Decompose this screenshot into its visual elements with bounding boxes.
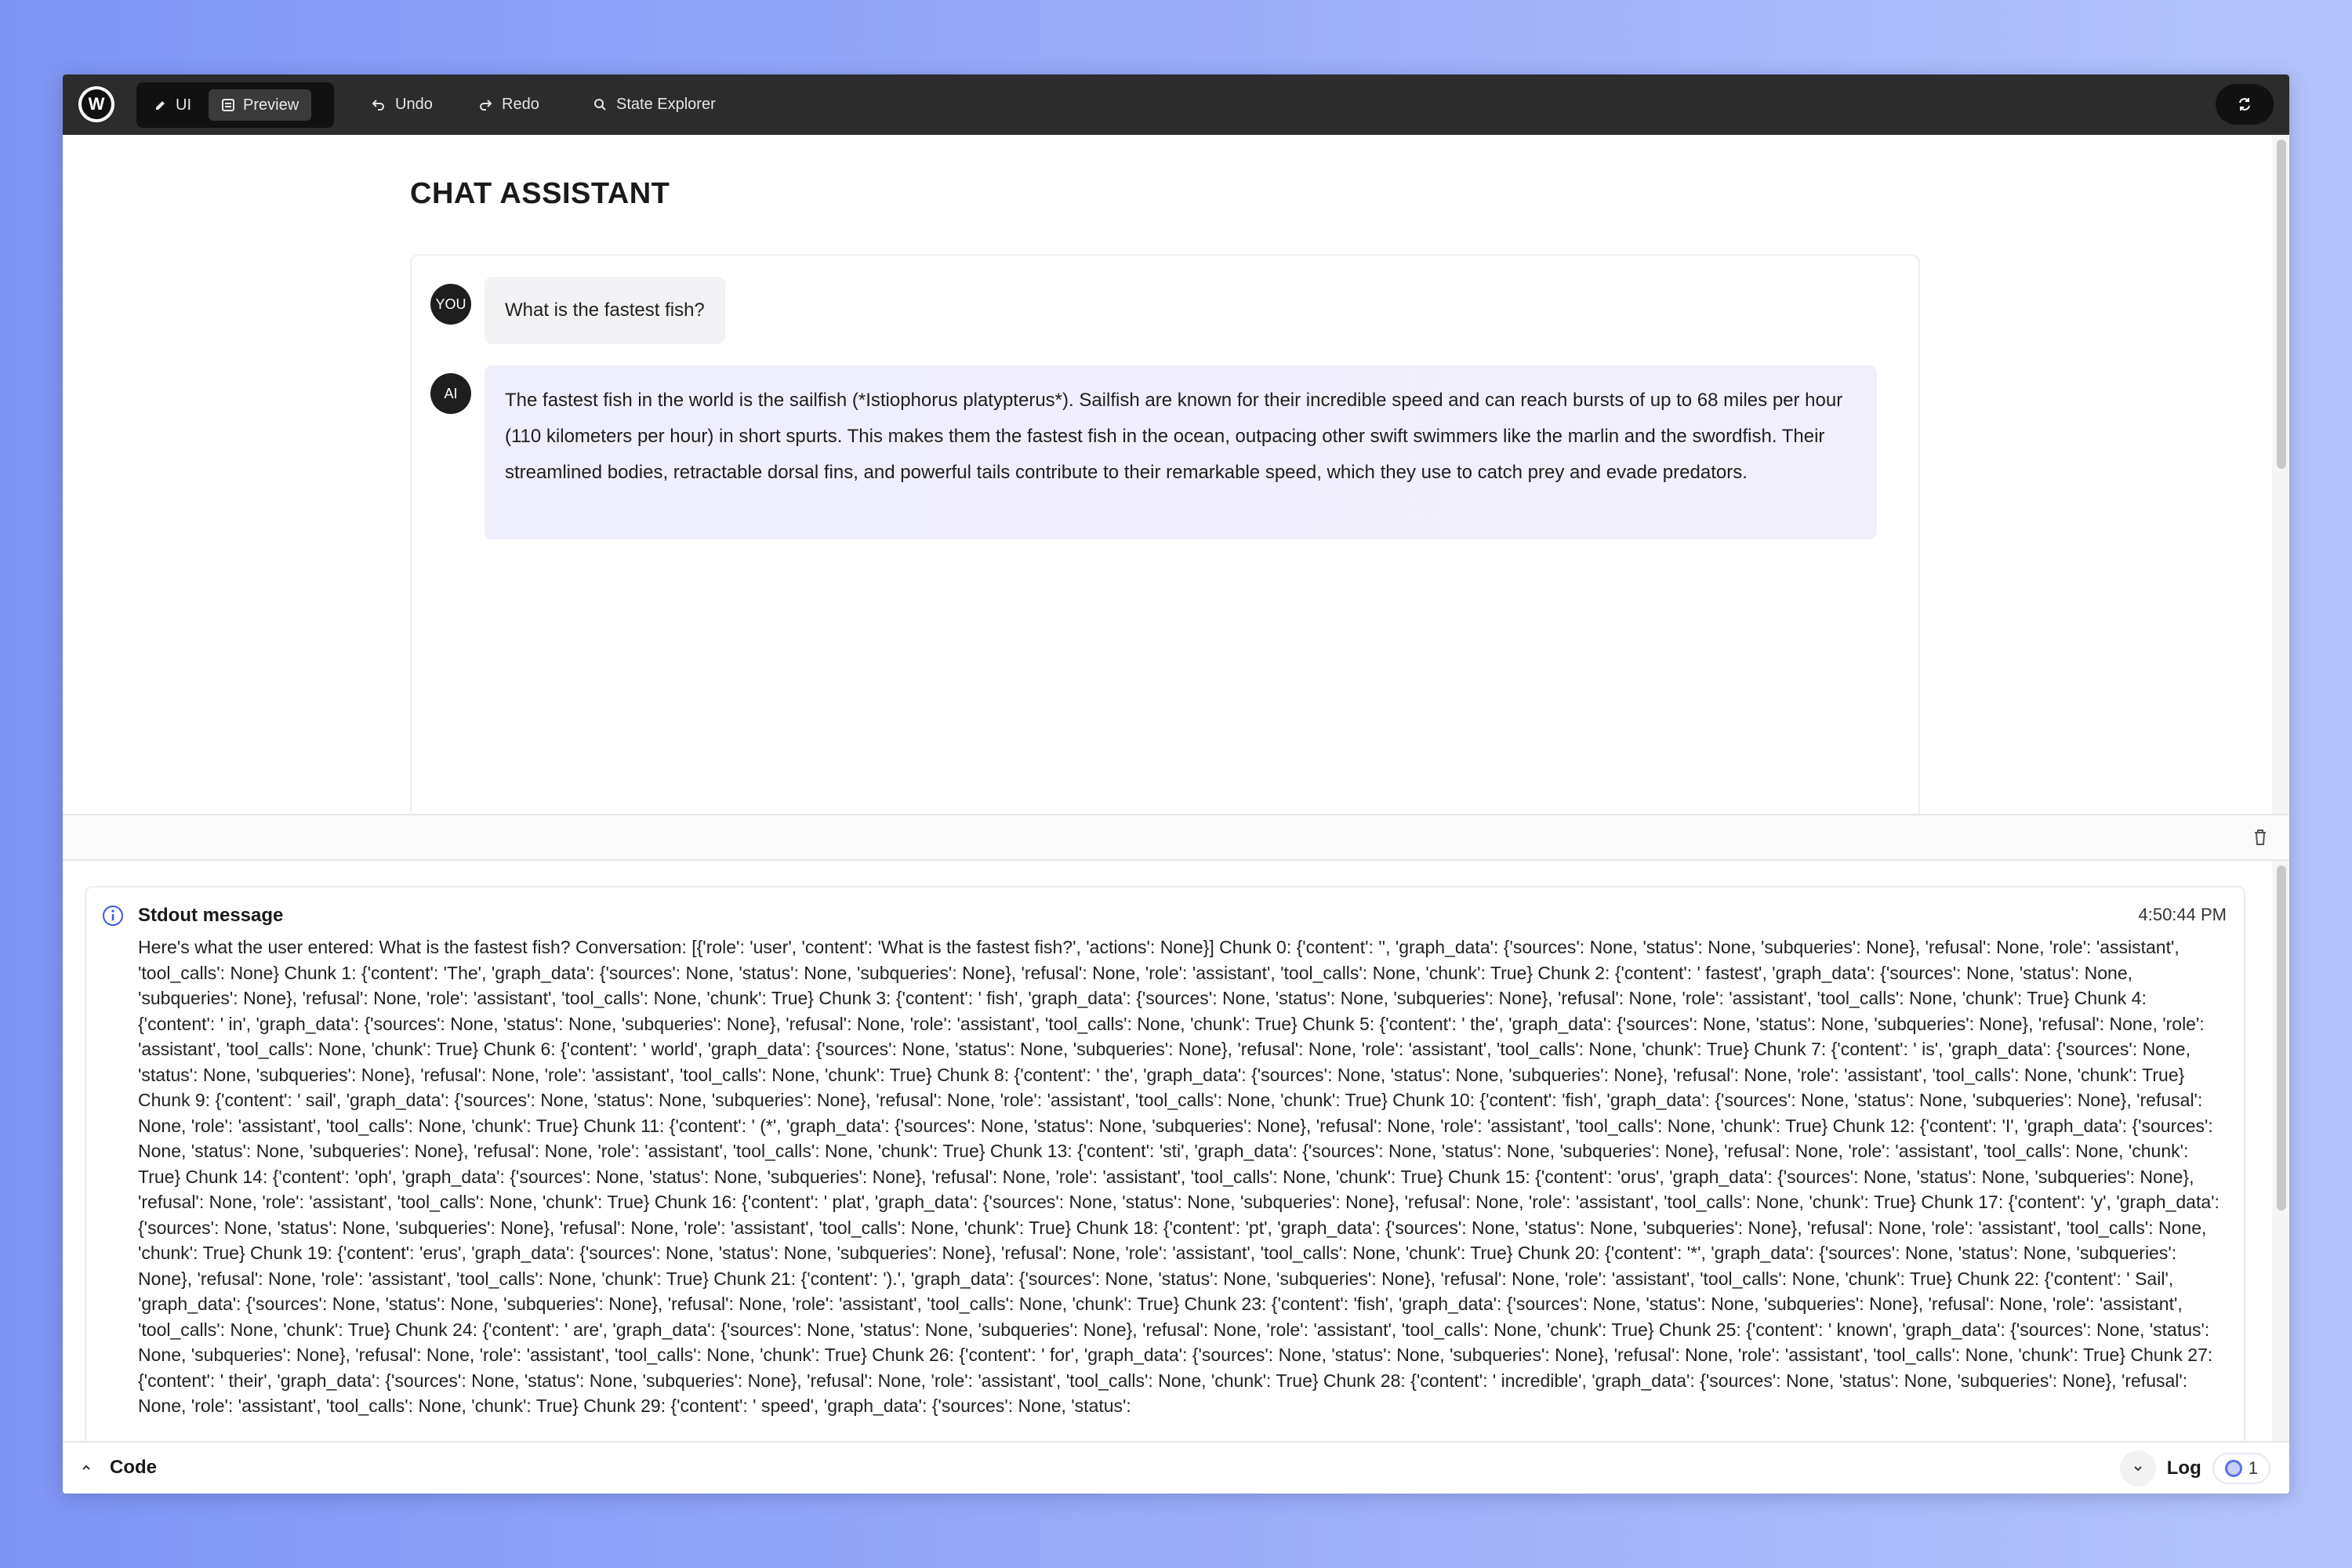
log-scroll-thumb[interactable]	[2277, 866, 2286, 1210]
preview-scroll-thumb[interactable]	[2277, 140, 2286, 469]
logo-letter: W	[82, 89, 111, 119]
preview-area	[63, 135, 2289, 814]
log-title: Stdout message	[138, 905, 284, 926]
log-entry	[85, 886, 2245, 1450]
chevron-down-icon	[2132, 1462, 2144, 1475]
redo-label: Redo	[502, 95, 539, 113]
mode-ui-button[interactable]	[141, 89, 204, 121]
preview-scrollbar[interactable]	[2272, 135, 2289, 814]
redo-button[interactable]	[478, 89, 539, 120]
mode-ui-label: UI	[176, 96, 191, 114]
undo-button[interactable]	[372, 89, 433, 120]
log-collapse-button[interactable]	[2120, 1450, 2156, 1486]
info-dot-icon	[2225, 1460, 2242, 1477]
user-avatar: YOU	[430, 284, 471, 325]
top-toolbar	[63, 74, 2289, 135]
trash-icon[interactable]	[2252, 828, 2269, 847]
refresh-icon	[2237, 96, 2252, 112]
log-area	[63, 861, 2289, 1441]
log-count-badge[interactable]	[2212, 1453, 2270, 1484]
redo-icon	[478, 97, 492, 111]
app-window	[63, 74, 2289, 1494]
ai-message: The fastest fish in the world is the sailfish (*Istiophorus platypterus*). Sailfish are known for their incredible speed and can reach bursts of up to 68 miles per hour (110 kilometers per hour) in short spurts. This makes them the fastest fish in the ocean, outpacing other swift swimmers like the marlin and the swordfish. Their streamlined bodies, retractable dorsal fins, and powerful tails contribute to their remarkable speed, which they use to catch prey and evade predators.	[485, 365, 1877, 539]
mode-switch	[136, 82, 334, 128]
code-toggle-button[interactable]	[80, 1452, 157, 1483]
log-label[interactable]: Log	[2166, 1457, 2201, 1479]
log-panel-header	[63, 814, 2289, 861]
app-logo[interactable]	[78, 86, 114, 122]
ai-avatar: AI	[430, 373, 471, 414]
user-message: What is the fastest fish?	[485, 277, 725, 344]
undo-label: Undo	[395, 95, 433, 113]
mode-preview-button[interactable]	[209, 89, 311, 121]
page-title: CHAT ASSISTANT	[410, 177, 670, 210]
mode-preview-label: Preview	[243, 96, 299, 114]
info-icon	[102, 905, 124, 927]
log-text: Here's what the user entered: What is the fastest fish? Conversation: [{'role': 'user', 'content': 'What is the fastest fish?', 'actions': None}] Chunk 0: {'content': '', 'graph_data': {'sources': None, 'status': None, 'subqueries': None}, 'refusal': None, 'role': 'assistant', 'tool_calls': None} Chunk 1: {'content': 'The', 'graph_data': {'sources': None, 'status': None, 'subqueries': None}, 'refusal': None, 'role': 'assistant', 'tool_calls': None, 'chunk': True} Chunk 2: {'content': ' fastest', 'graph_data': {'sources': None, 'status': None, 'subqueries': None}, 'refusal': None, 'role': 'assistant', 'tool_calls': None, 'chunk': True} Chunk 3: {'content': ' fish', 'graph_data': {'sources': None, 'status': None, 'subqueries': None}, 'refusal': None, 'role': 'assistant', 'tool_calls': None, 'chunk': True} Chunk 4: {'content': ' in', 'graph_data': {'sources': None, 'status': None, 'subqueries': None}, 'refusal': None, 'role': 'assistant', 'tool_calls': None, 'chunk': True} Chunk 5: {'content': ' the', 'graph_data': {'sources': None, 'status': None, 'subqueries': None}, 'refusal': None, 'role': 'assistant', 'tool_calls': None, 'chunk': True} Chunk 6: {'content': ' world', 'graph_data': {'sources': None, 'status': None, 'subqueries': None}, 'refusal': None, 'role': 'assistant', 'tool_calls': None, 'chunk': True} Chunk 7: {'content': ' is', 'graph_data': {'sources': None, 'status': None, 'subqueries': None}, 'refusal': None, 'role': 'assistant', 'tool_calls': None, 'chunk': True} Chunk 8: {'content': ' the', 'graph_data': {'sources': None, 'status': None, 'subqueries': None}, 'refusal': None, 'role': 'assistant', 'tool_calls': None, 'chunk': True} Chunk 9: {'content': ' sail', 'graph_data': {'sources': None, 'status': None, 'subqueries': None}, 'refusal': None, 'role': 'assistant', 'tool_calls': None, 'chunk': True} Chunk 10: {'content': 'fish', 'graph_data': {'sources': None, 'status': None, 'subqueries': None}, 'refusal': None, 'role': 'assistant', 'tool_calls': None, 'chunk': True} Chunk 11: {'content': ' (*', 'graph_data': {'sources': None, 'status': None, 'subqueries': None}, 'refusal': None, 'role': 'assistant', 'tool_calls': None, 'chunk': True} Chunk 12: {'content': 'I', 'graph_data': {'sources': None, 'status': None, 'subqueries': None}, 'refusal': None, 'role': 'assistant', 'tool_calls': None, 'chunk': True} Chunk 13: {'content': 'sti', 'graph_data': {'sources': None, 'status': None, 'subqueries': None}, 'refusal': None, 'role': 'assistant', 'tool_calls': None, 'chunk': True} Chunk 14: {'content': 'oph', 'graph_data': {'sources': None, 'status': None, 'subqueries': None}, 'refusal': None, 'role': 'assistant', 'tool_calls': None, 'chunk': True} Chunk 15: {'content': 'orus', 'graph_data': {'sources': None, 'status': None, 'subqueries': None}, 'refusal': None, 'role': 'assistant', 'tool_calls': None, 'chunk': True} Chunk 16: {'content': ' plat', 'graph_data': {'sources': None, 'status': None, 'subqueries': None}, 'refusal': None, 'role': 'assistant', 'tool_calls': None, 'chunk': True} Chunk 17: {'content': 'y', 'graph_data': {'sources': None, 'status': None, 'subqueries': None}, 'refusal': None, 'role': 'assistant', 'tool_calls': None, 'chunk': True} Chunk 18: {'content': 'pt', 'graph_data': {'sources': None, 'status': None, 'subqueries': None}, 'refusal': None, 'role': 'assistant', 'tool_calls': None, 'chunk': True} Chunk 19: {'content': 'erus', 'graph_data': {'sources': None, 'status': None, 'subqueries': None}, 'refusal': None, 'role': 'assistant', 'tool_calls': None, 'chunk': True} Chunk 20: {'content': '*', 'graph_data': {'sources': None, 'status': None, 'subqueries': None}, 'refusal': None, 'role': 'assistant', 'tool_calls': None, 'chunk': True} Chunk 21: {'content': ').', 'graph_data': {'sources': None, 'status': None, 'subqueries': None}, 'refusal': None, 'role': 'assistant', 'tool_calls': None, 'chunk': True} Chunk 22: {'content': ' Sail', 'graph_data': {'sources': None, 'status': None, 'subqueries': None}, 'refusal': None, 'role': 'assistant', 'tool_calls': None, 'chunk': True} Chunk 23: {'content': 'fish', 'graph_data': {'sources': None, 'status': None, 'subqueries': None}, 'refusal': None, 'role': 'assistant', 'tool_calls': None, 'chunk': True} Chunk 24: {'content': ' are', 'graph_data': {'sources': None, 'status': None, 'subqueries': None}, 'refusal': None, 'role': 'assistant', 'tool_calls': None, 'chunk': True} Chunk 25: {'content': ' known', 'graph_data': {'sources': None, 'status': None, 'subqueries': None}, 'refusal': None, 'role': 'assistant', 'tool_calls': None, 'chunk': True} Chunk 26: {'content': ' for', 'graph_data': {'sources': None, 'status': None, 'subqueries': None}, 'refusal': None, 'role': 'assistant', 'tool_calls': None, 'chunk': True} Chunk 27: {'content': ' their', 'graph_data': {'sources': None, 'status': None, 'subqueries': None}, 'refusal': None, 'role': 'assistant', 'tool_calls': None, 'chunk': True} Chunk 28: {'content': ' incredible', 'graph_data': {'sources': None, 'status': None, 'subqueries': None}, 'refusal': None, 'role': 'assistant', 'tool_calls': None, 'chunk': True} Chunk 29: {'content': ' speed', 'graph_data': {'sources': None, 'status':	[138, 937, 2220, 1416]
pencil-icon	[154, 98, 168, 112]
log-timestamp: 4:50:44 PM	[2138, 905, 2227, 924]
undo-icon	[372, 97, 386, 111]
state-explorer-button[interactable]	[593, 89, 716, 120]
state-explorer-label: State Explorer	[616, 95, 716, 113]
log-count-value: 1	[2248, 1458, 2258, 1478]
preview-icon	[221, 98, 235, 112]
log-scrollbar[interactable]	[2272, 861, 2289, 1441]
chat-panel	[410, 254, 1920, 850]
code-label: Code	[110, 1457, 157, 1478]
search-icon	[593, 97, 607, 111]
refresh-button[interactable]	[2216, 84, 2274, 125]
chevron-up-icon	[80, 1461, 93, 1474]
bottom-bar	[63, 1441, 2289, 1494]
log-toggle	[2120, 1450, 2270, 1486]
